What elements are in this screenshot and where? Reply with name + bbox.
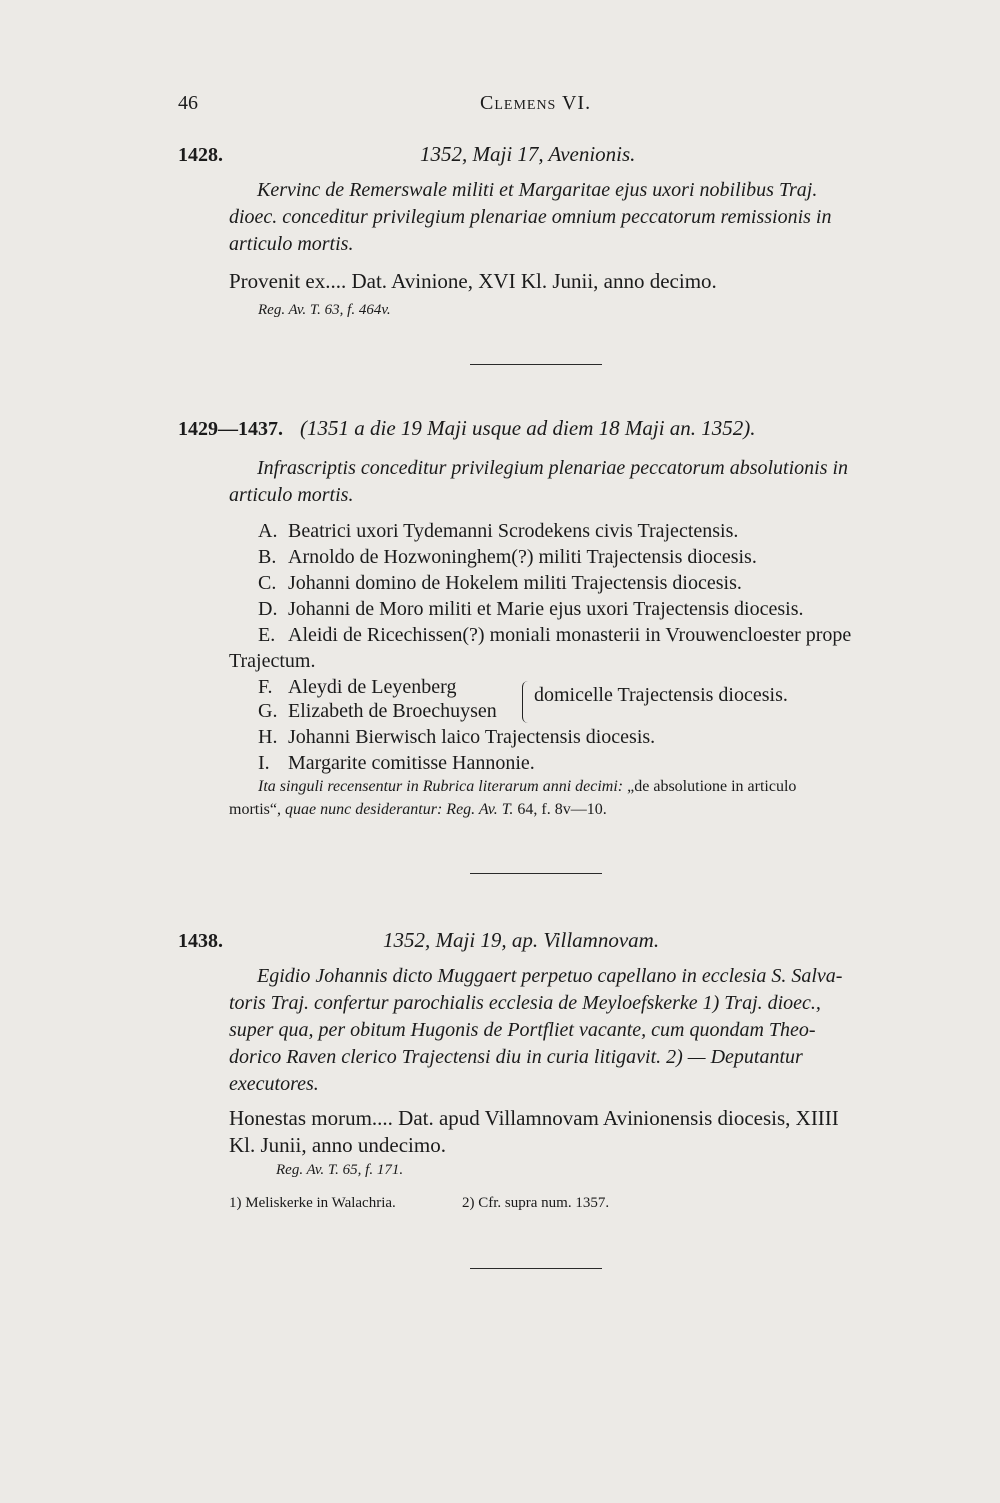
summary-line: executores. bbox=[229, 1073, 319, 1095]
body-line: Honestas morum.... Dat. apud Villamnovam Avinionensis diocesis, XIIII bbox=[229, 1106, 839, 1130]
list-item bbox=[258, 750, 535, 776]
list-item-text: Arnoldo de Hozwoninghem(?) militi Trajectensis diocesis. bbox=[288, 546, 757, 568]
list-item-label: I. bbox=[258, 752, 270, 774]
note-end: 64, f. 8v—10. bbox=[513, 801, 607, 818]
brace-text: domicelle Trajectensis diocesis. bbox=[534, 684, 788, 706]
entry-summary-1428 bbox=[229, 177, 893, 258]
list-item-label: F. bbox=[258, 676, 273, 698]
list-item bbox=[258, 596, 804, 622]
grouping-brace bbox=[522, 681, 531, 723]
section-divider bbox=[470, 1268, 602, 1269]
entry-number-1428: 1428. bbox=[178, 144, 223, 166]
list-item-text: Johanni de Moro militi et Marie ejus uxori Trajectensis diocesis. bbox=[288, 598, 804, 620]
list-item-text: Aleydi de Leyenberg bbox=[288, 676, 457, 698]
list-item bbox=[258, 724, 655, 750]
summary-line: articulo mortis. bbox=[229, 484, 354, 506]
entry-ref-1428: Reg. Av. T. 63, f. 464v. bbox=[258, 302, 391, 318]
entry-date-1429: (1351 a die 19 Maji usque ad diem 18 Maji an. 1352). bbox=[300, 416, 756, 440]
page-number: 46 bbox=[178, 92, 198, 114]
summary-line: Egidio Johannis dicto Muggaert perpetuo capellano in ecclesia S. Salva- bbox=[257, 965, 843, 987]
entry-body-1438 bbox=[229, 1105, 893, 1159]
list-item bbox=[258, 674, 456, 700]
entry-body-1428: Provenit ex.... Dat. Avinione, XVI Kl. Junii, anno decimo. bbox=[229, 269, 717, 293]
note-roman: mortis“, bbox=[229, 801, 281, 818]
note-italic: quae nunc desiderantur: Reg. Av. T. bbox=[281, 801, 514, 818]
list-item-text: Trajectum. bbox=[229, 650, 316, 672]
list-item-text: Margarite comitisse Hannonie. bbox=[288, 752, 535, 774]
entry-summary-1438 bbox=[229, 963, 893, 1098]
list-item-text: Johanni domino de Hokelem militi Trajectensis diocesis. bbox=[288, 572, 742, 594]
editorial-note-continued bbox=[229, 799, 889, 821]
entry-date-1428: 1352, Maji 17, Avenionis. bbox=[420, 142, 636, 166]
entry-summary-1429 bbox=[229, 455, 893, 509]
list-item-label: D. bbox=[258, 598, 278, 620]
list-item-label: H. bbox=[258, 726, 278, 748]
summary-line: dioec. conceditur privilegium plenariae omnium peccatorum remissionis in bbox=[229, 206, 832, 228]
list-item-continuation bbox=[229, 648, 315, 674]
summary-line: toris Traj. confertur parochialis ecclesia de Meyloefskerke 1) Traj. dioec., bbox=[229, 992, 821, 1014]
summary-line: Infrascriptis conceditur privilegium plenariae peccatorum absolutionis in bbox=[257, 457, 849, 479]
list-item-text: Johanni Bierwisch laico Trajectensis diocesis. bbox=[288, 726, 656, 748]
summary-line: super qua, per obitum Hugonis de Portfliet vacante, cum quondam Theo- bbox=[229, 1019, 816, 1041]
list-item bbox=[258, 698, 497, 724]
summary-line: Kervinc de Remerswale militi et Margaritae ejus uxori nobilibus Traj. bbox=[257, 179, 818, 201]
list-item-label: B. bbox=[258, 546, 277, 568]
list-item bbox=[258, 544, 757, 570]
entry-number-1438: 1438. bbox=[178, 930, 223, 952]
list-item-text: Aleidi de Ricechissen(?) moniali monasterii in Vrouwencloester prope bbox=[288, 624, 852, 646]
editorial-note bbox=[258, 776, 898, 798]
list-item-label: E. bbox=[258, 624, 276, 646]
footnote-1: 1) Meliskerke in Walachria. bbox=[229, 1195, 396, 1211]
list-item bbox=[258, 570, 742, 596]
list-item bbox=[258, 518, 738, 544]
entry-ref-1438: Reg. Av. T. 65, f. 171. bbox=[276, 1162, 404, 1178]
section-divider bbox=[470, 364, 602, 365]
footnote-2: 2) Cfr. supra num. 1357. bbox=[462, 1195, 610, 1211]
entry-number-1429: 1429—1437. bbox=[178, 418, 283, 440]
list-item-label: C. bbox=[258, 572, 277, 594]
note-italic: Ita singuli recensentur in Rubrica literarum anni decimi: bbox=[258, 778, 624, 795]
summary-line: dorico Raven clerico Trajectensi diu in curia litigavit. 2) — Deputantur bbox=[229, 1046, 803, 1068]
list-item-label: G. bbox=[258, 700, 278, 722]
section-divider bbox=[470, 873, 602, 874]
list-item-text: Elizabeth de Broechuysen bbox=[288, 700, 497, 722]
list-item bbox=[258, 622, 851, 648]
running-title: Clemens VI. bbox=[480, 92, 592, 114]
body-line: Kl. Junii, anno undecimo. bbox=[229, 1133, 446, 1157]
list-item-label: A. bbox=[258, 520, 278, 542]
note-roman: „de absolutione in articulo bbox=[623, 778, 797, 795]
list-item-text: Beatrici uxori Tydemanni Scrodekens civis Trajectensis. bbox=[288, 520, 739, 542]
entry-date-1438: 1352, Maji 19, ap. Villamnovam. bbox=[383, 928, 660, 952]
summary-line: articulo mortis. bbox=[229, 233, 354, 255]
